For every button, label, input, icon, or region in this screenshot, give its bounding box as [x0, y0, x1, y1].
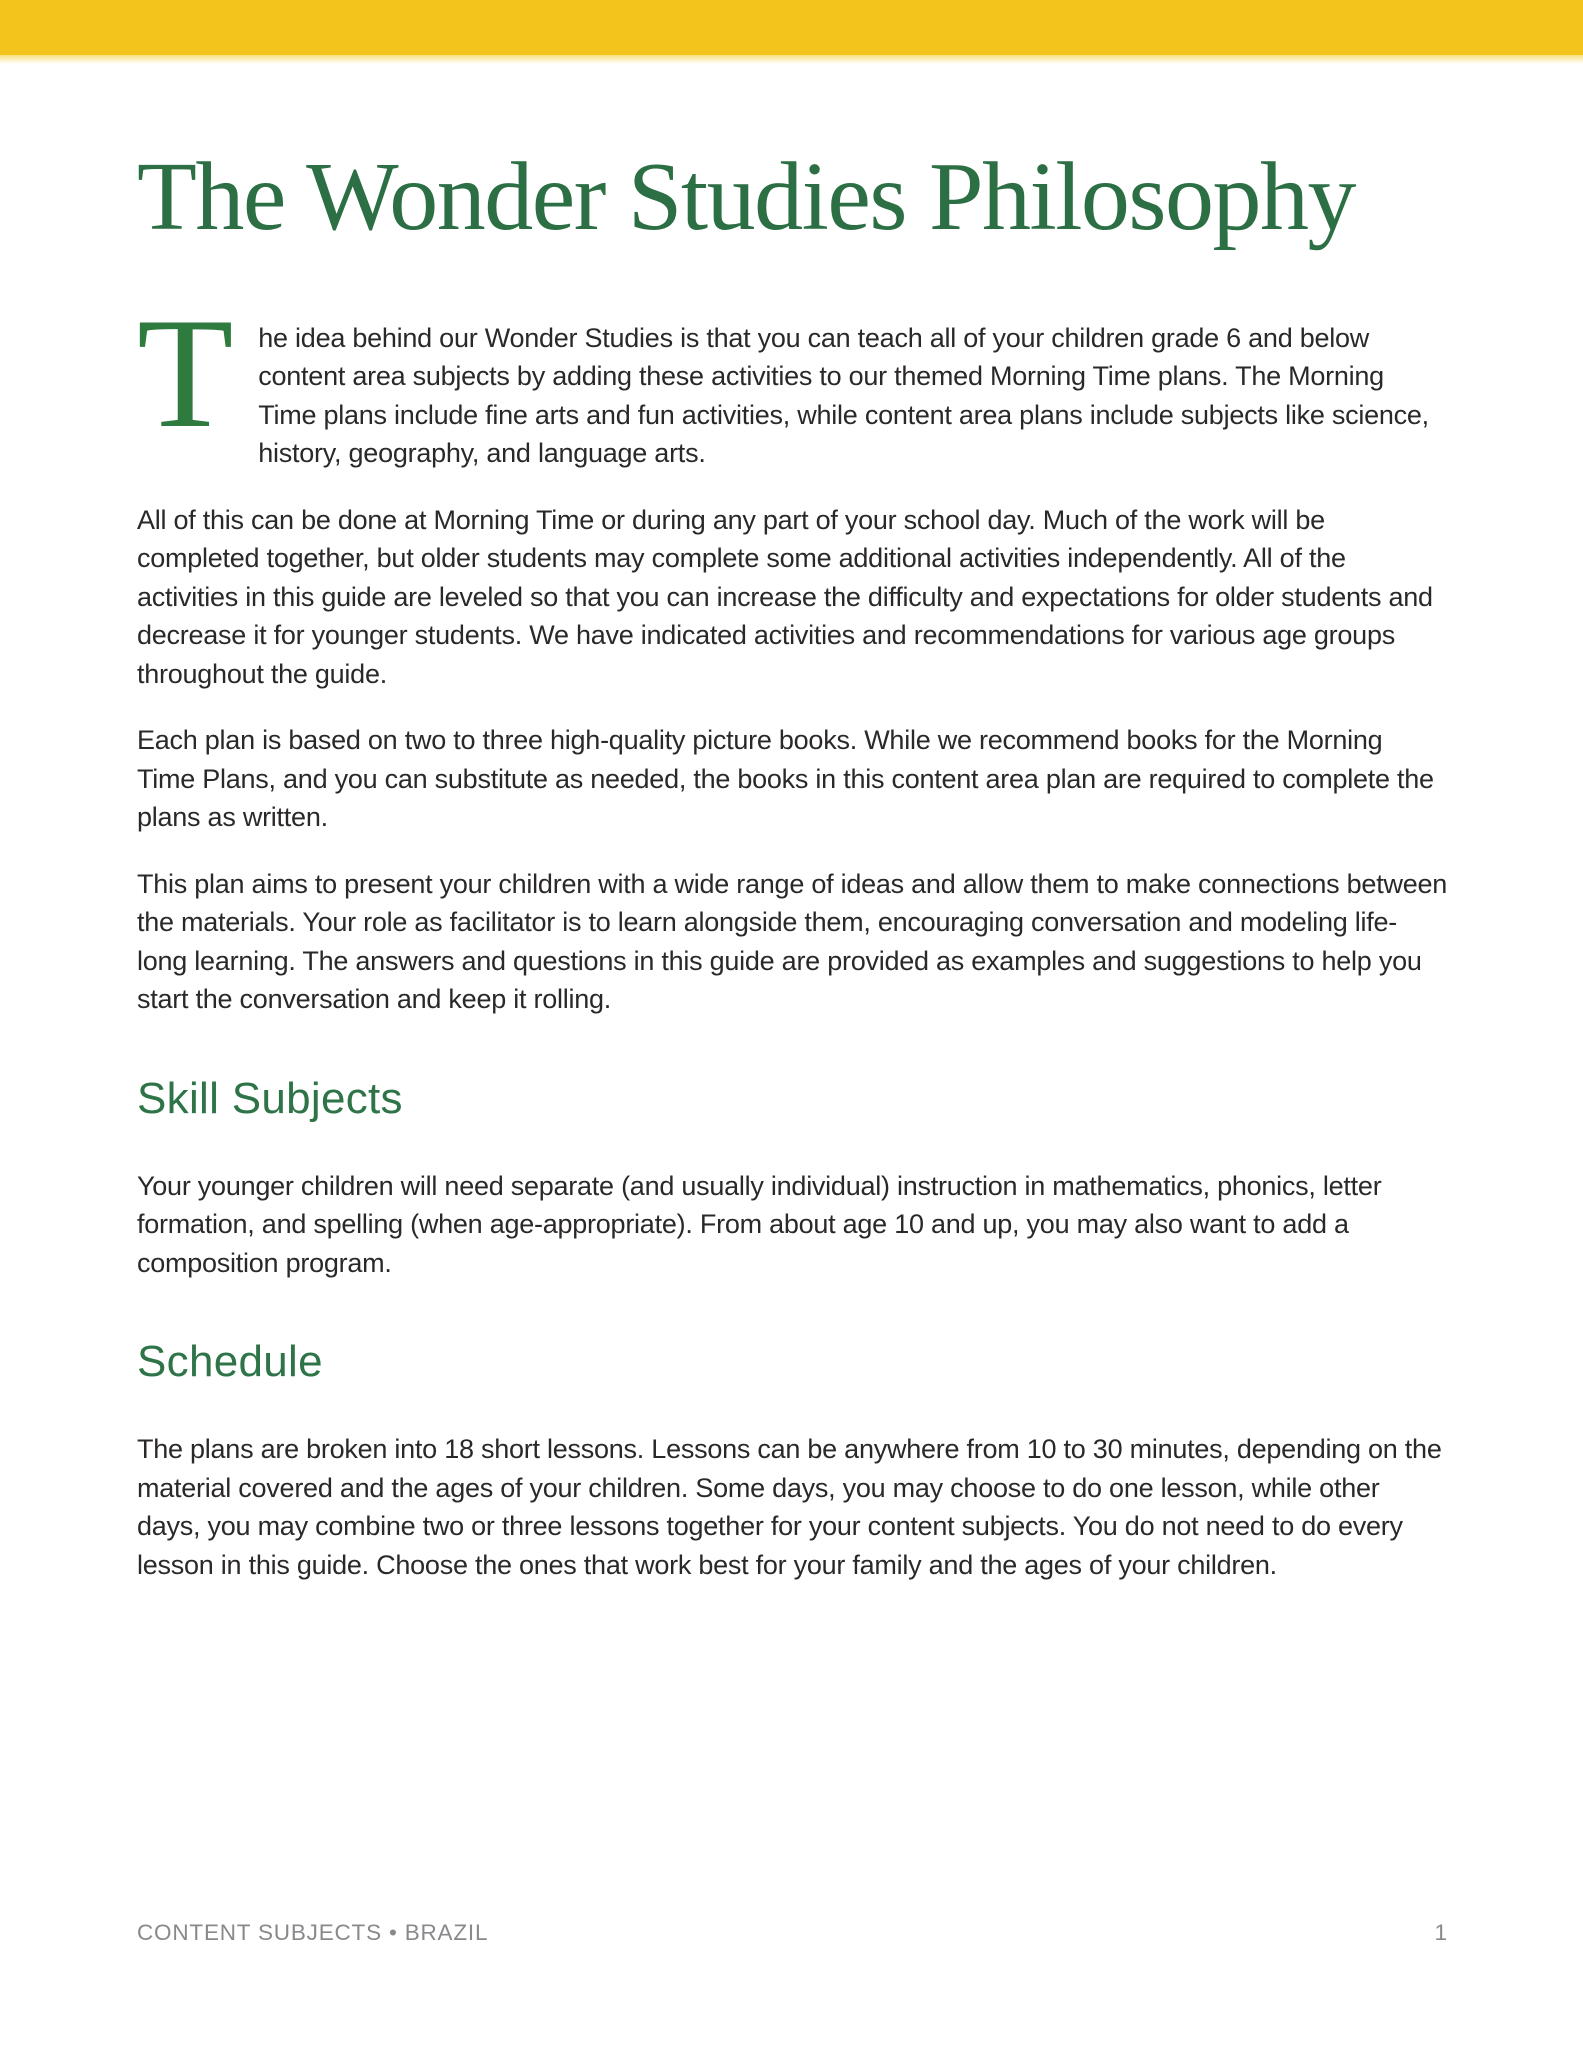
section-paragraph: Your younger children will need separate (and usually individual) instruction in mathematics, phonics, letter formation, and spelling (when age-appropriate). From about age 10 and up, you may also want to add a composition program.: [137, 1170, 1382, 1278]
drop-cap: T: [137, 285, 234, 461]
intro-opening-text: he idea behind our Wonder Studies is that you can teach all of your children grade 6 and below content area subjects by adding these activities to our themed Morning Time plans. The Morning Time plans include fine arts and fun activities, while content area plans include subjects like science, history, geography, and language arts.: [258, 322, 1429, 469]
section-heading-skill-subjects: Skill Subjects: [137, 1073, 403, 1123]
footer-page-number: 1: [1434, 1920, 1447, 1945]
intro-paragraph: Each plan is based on two to three high-quality picture books. While we recommend books for the Morning Time Plans, and you can substitute as needed, the books in this content area plan are required to complete the plans as written.: [137, 725, 1434, 833]
intro-paragraph: This plan aims to present your children with a wide range of ideas and allow them to make connections between the materials. Your role as facilitator is to learn alongside them, encouraging conversation and modeling life-long learning. The answers and questions in this guide are provided as examples and suggestions to help you start the conversation and keep it rolling.: [137, 868, 1447, 1015]
top-accent-bar: [0, 0, 1583, 55]
section-schedule: [137, 1336, 1447, 1584]
section-heading-schedule: Schedule: [137, 1337, 323, 1387]
footer-document-label: CONTENT SUBJECTS • BRAZIL: [137, 1920, 489, 1945]
page-title: The Wonder Studies Philosophy: [137, 143, 1356, 251]
section-skill-subjects: [137, 1073, 1447, 1283]
page-content: [0, 143, 1583, 1584]
section-paragraph: The plans are broken into 18 short lessons. Lessons can be anywhere from 10 to 30 minutes, depending on the material covered and the ages of your children. Some days, you may choose to do one lesson, while other days, you may combine two or three lessons together for your content subjects. You do not need to do every lesson in this guide. Choose the ones that work best for your family and the ages of your children.: [137, 1434, 1442, 1580]
page-footer: [137, 1920, 1447, 1946]
intro-paragraph: All of this can be done at Morning Time or during any part of your school day. Much of the work will be completed together, but older students may complete some additional activities independently. All of the activities in this guide are leveled so that you can increase the difficulty and expectations for older students and decrease it for younger students. We have indicated activities and recommendations for various age groups throughout the guide.: [137, 504, 1433, 689]
intro-opening-paragraph: [137, 285, 1447, 473]
